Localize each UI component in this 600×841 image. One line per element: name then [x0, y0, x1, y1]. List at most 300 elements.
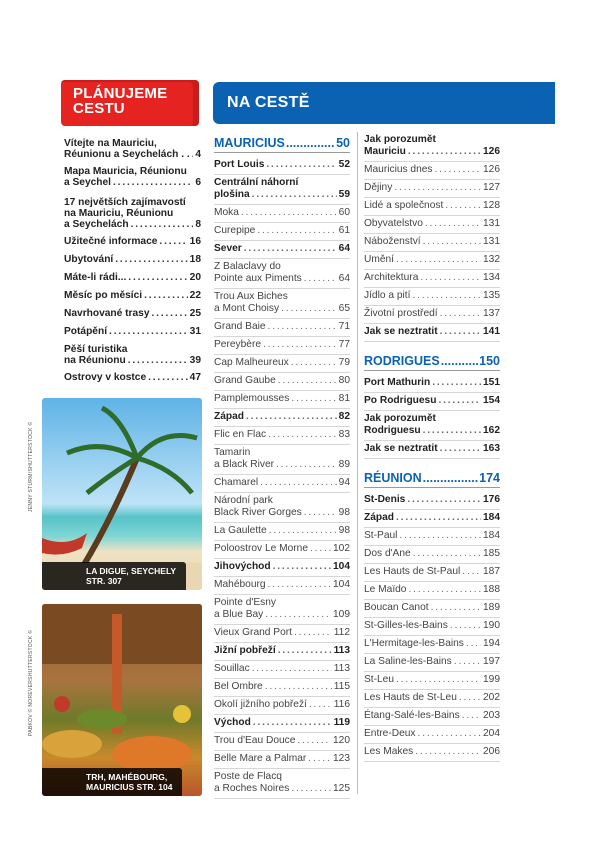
leader-dots [407, 494, 481, 506]
leader-dots [294, 627, 332, 639]
toc-entry-page: 94 [338, 477, 350, 488]
section-gap [364, 342, 500, 350]
toc-entry-label: Cap Malheureux [214, 357, 289, 368]
toc-entry-page: 184 [483, 530, 500, 541]
photo-la-digue [42, 398, 202, 590]
leader-dots [268, 579, 331, 591]
toc-entry[interactable] [364, 690, 500, 708]
toc-entry[interactable] [214, 373, 350, 391]
toc-entry-label: Západ [364, 512, 395, 523]
toc-chapter[interactable] [364, 375, 500, 393]
leader-dots [396, 674, 481, 686]
toc-entry-label: Trou Aux Biches [214, 291, 288, 302]
leader-dots [260, 477, 336, 489]
toc-entry[interactable] [364, 180, 500, 198]
toc-entry[interactable] [364, 252, 500, 270]
section-heading[interactable] [364, 354, 500, 371]
toc-entry[interactable] [214, 337, 350, 355]
toc-entry-label: Po Rodriguesu [364, 395, 437, 406]
plan-entry[interactable] [64, 290, 201, 301]
toc-entry[interactable] [364, 546, 500, 564]
photo-caption-line1: TRH, MAHÉBOURG, [86, 772, 168, 782]
plan-entry-label: a Seychel [64, 177, 112, 188]
leader-dots [278, 375, 337, 387]
plan-entry-page: 4 [195, 149, 201, 160]
leader-dots [425, 218, 481, 230]
section-heading-page: 150 [479, 354, 500, 368]
column-divider [357, 132, 358, 794]
toc-entry-label: Vieux Grand Port [214, 627, 292, 638]
plan-entry[interactable] [64, 272, 201, 283]
toc-entry-page: 187 [483, 566, 500, 577]
toc-chapter[interactable] [214, 157, 350, 175]
toc-entry-label: Národní park [214, 495, 273, 506]
section-gap [364, 459, 500, 467]
toc-entry-label: Trou d'Eau Douce [214, 735, 296, 746]
toc-entry[interactable] [364, 600, 500, 618]
leader-dots [413, 548, 481, 560]
leader-dots [454, 656, 481, 668]
toc-entry[interactable] [364, 708, 500, 726]
toc-entry[interactable] [364, 636, 500, 654]
plan-entry-label: na Réunionu [64, 355, 126, 366]
toc-entry[interactable] [214, 445, 350, 475]
toc-entry-page: 64 [338, 273, 350, 284]
leader-dots [462, 710, 481, 722]
toc-entry-label: a Mont Choisy [214, 303, 280, 314]
toc-entry-label: Souillac [214, 663, 250, 674]
toc-entry-label: Východ [214, 717, 251, 728]
leader-dots [423, 425, 481, 437]
toc-entry-page: 137 [483, 308, 500, 319]
toc-entry-page: 162 [483, 425, 500, 436]
photo-caption [42, 562, 186, 590]
plan-entry-page: 18 [189, 254, 201, 265]
plan-entry[interactable] [64, 236, 201, 247]
toc-entry-label: Belle Mare a Palmar [214, 753, 307, 764]
toc-entry-page: 113 [333, 645, 350, 656]
plan-entry-label: Réunionu a Seychelách . . [64, 149, 190, 160]
toc-entry[interactable] [214, 595, 350, 625]
plan-entry-label: Mapa Mauricia, Réunionu [64, 166, 187, 177]
leader-dots [273, 561, 331, 573]
toc-chapter[interactable] [364, 510, 500, 528]
plan-header-line1: PLÁNUJEME [73, 85, 168, 102]
leader-dots [263, 339, 337, 351]
leader-dots [257, 225, 336, 237]
leader-dots [304, 507, 337, 519]
plan-entry[interactable] [64, 138, 201, 160]
toc-entry[interactable] [364, 216, 500, 234]
leader-dots [396, 254, 481, 266]
plan-entry-label: Navrhované trasy [64, 308, 150, 319]
toc-entry[interactable] [214, 523, 350, 541]
toc-entry-page: 120 [333, 735, 350, 746]
toc-entry-page: 199 [483, 674, 500, 685]
toc-entry-page: 112 [333, 627, 350, 638]
toc-entry-page: 89 [338, 459, 350, 470]
toc-entry[interactable] [214, 391, 350, 409]
plan-entry[interactable] [64, 166, 201, 188]
plan-entry-label: 17 největších zajímavostí [64, 197, 186, 208]
photo-credit: JENNY STURM/SHUTTERSTOCK © [28, 421, 34, 512]
leader-dots [266, 159, 336, 171]
toc-entry-label: Poloostrov Le Morne [214, 543, 309, 554]
leader-dots [438, 395, 481, 407]
toc-entry[interactable] [214, 769, 350, 799]
toc-entry[interactable] [214, 259, 350, 289]
leader-dots [431, 602, 481, 614]
plan-entry-page: 31 [189, 326, 201, 337]
toc-entry-label: Les Makes [364, 746, 414, 757]
leader-dots [241, 207, 337, 219]
toc-entry-label: Pamplemousses [214, 393, 290, 404]
toc-entry-page: 79 [338, 357, 350, 368]
leader-dots [399, 530, 481, 542]
toc-entry-page: 82 [338, 411, 350, 422]
toc-entry-page: 71 [338, 321, 350, 332]
toc-entry[interactable] [214, 355, 350, 373]
toc-entry-label: Dos d'Ane [364, 548, 411, 559]
toc-entry[interactable] [364, 162, 500, 180]
toc-entry-page: 104 [333, 579, 350, 590]
toc-entry-page: 176 [483, 494, 500, 505]
photo-caption-line2: STR. 307 [86, 576, 122, 586]
toc-entry[interactable] [214, 751, 350, 769]
toc-chapter[interactable] [364, 324, 500, 342]
toc-entry-label: Mahébourg [214, 579, 266, 590]
toc-entry[interactable] [364, 270, 500, 288]
leader-dots [440, 443, 481, 455]
leader-dots [144, 290, 188, 301]
leader-dots [408, 146, 481, 158]
plan-header-line2: CESTU [73, 100, 125, 117]
leader-dots [128, 355, 188, 366]
toc-entry-label: Flic en Flac [214, 429, 267, 440]
leader-dots [265, 681, 332, 693]
toc-entry-label: Jak porozumět [364, 413, 436, 424]
toc-entry-page: 65 [338, 303, 350, 314]
toc-entry-page: 128 [483, 200, 500, 211]
plan-entry[interactable] [64, 254, 201, 265]
toc-entry-label: Centrální náhorní [214, 177, 299, 188]
toc-entry-page: 185 [483, 548, 500, 559]
toc-entry[interactable] [214, 319, 350, 337]
plan-entry-label: Ubytování [64, 254, 114, 265]
toc-entry-label: plošina [214, 189, 250, 200]
toc-entry-page: 77 [338, 339, 350, 350]
toc-entry[interactable] [214, 205, 350, 223]
toc-entry-label: Entre-Deux [364, 728, 416, 739]
toc-entry-page: 80 [338, 375, 350, 386]
toc-entry-label: St-Gilles-les-Bains [364, 620, 448, 631]
toc-entry[interactable] [364, 582, 500, 600]
toc-entry[interactable] [364, 198, 500, 216]
toc-entry-page: 190 [483, 620, 500, 631]
toc-column-rodrigues-reunion [364, 132, 500, 762]
plan-entry-label: a Seychelách [64, 219, 129, 230]
toc-chapter[interactable] [364, 393, 500, 411]
section-heading-label: RÉUNION [364, 471, 422, 485]
leader-dots [459, 692, 481, 704]
toc-entry-label: Architektura [364, 272, 419, 283]
toc-entry[interactable] [364, 234, 500, 252]
toc-entry[interactable] [364, 528, 500, 546]
toc-entry-label: Dějiny [364, 182, 393, 193]
plan-entry-page: 6 [195, 177, 201, 188]
toc-entry-label: Port Mathurin [364, 377, 431, 388]
toc-entry[interactable] [214, 679, 350, 697]
toc-entry[interactable] [214, 223, 350, 241]
plan-entry-page: 25 [189, 308, 201, 319]
toc-chapter[interactable] [214, 559, 350, 577]
toc-chapter[interactable] [214, 715, 350, 733]
toc-entry[interactable] [214, 493, 350, 523]
toc-entry-page: 98 [338, 507, 350, 518]
toc-entry-label: Les Hauts de St-Leu [364, 692, 457, 703]
toc-entry-label: Chamarel [214, 477, 259, 488]
toc-entry-label: Pereybère [214, 339, 262, 350]
toc-entry-page: 202 [483, 692, 500, 703]
leader-dots [420, 272, 481, 284]
section-heading-label: MAURICIUS [214, 136, 285, 150]
toc-entry[interactable] [214, 541, 350, 559]
plan-entry-label: na Mauriciu, Réunionu [64, 208, 174, 219]
toc-entry-label: Umění [364, 254, 395, 265]
toc-entry-page: 61 [338, 225, 350, 236]
toc-entry-label: Rodriguesu [364, 425, 421, 436]
toc-entry[interactable] [364, 726, 500, 744]
leader-dots [462, 566, 481, 578]
toc-entry-label: La Saline-les-Bains [364, 656, 452, 667]
toc-chapter[interactable] [364, 411, 500, 441]
toc-entry[interactable] [364, 564, 500, 582]
road-header [213, 82, 555, 124]
leader-dots [148, 372, 188, 383]
toc-entry-label: Okolí jižního pobřeží [214, 699, 307, 710]
toc-chapter[interactable] [214, 241, 350, 259]
plan-entry-label: Potápění [64, 326, 108, 337]
toc-chapter[interactable] [364, 492, 500, 510]
leader-dots [109, 326, 188, 337]
toc-entry-page: 119 [333, 717, 350, 728]
plan-entry[interactable] [64, 372, 201, 383]
toc-entry-label: St-Denis [364, 494, 406, 505]
toc-entry-label: a Black River [214, 459, 275, 470]
toc-entry-label: Náboženství [364, 236, 421, 247]
toc-entry[interactable] [364, 654, 500, 672]
plan-entry[interactable] [64, 326, 201, 337]
toc-entry-page: 104 [333, 561, 350, 572]
toc-entry-page: 131 [483, 218, 500, 229]
leader-dots [291, 783, 331, 795]
toc-chapter[interactable] [214, 409, 350, 427]
toc-entry-label: Z Balaclavy do [214, 261, 281, 272]
toc-entry-label: St-Leu [364, 674, 395, 685]
plan-header-title [73, 86, 167, 116]
leader-dots [252, 189, 337, 201]
section-heading-label: RODRIGUES [364, 354, 440, 368]
toc-entry-label: Boucan Canot [364, 602, 429, 613]
toc-entry-page: 126 [483, 164, 500, 175]
toc-entry-page: 113 [333, 663, 350, 674]
toc-entry-label: L'Hermitage-les-Bains [364, 638, 464, 649]
leader-dots [128, 272, 187, 283]
toc-entry-page: 123 [333, 753, 350, 764]
toc-entry-page: 115 [333, 681, 350, 692]
toc-entry-label: Étang-Salé-les-Bains [364, 710, 460, 721]
leader-dots [246, 411, 337, 423]
toc-entry[interactable] [214, 577, 350, 595]
toc-entry-page: 197 [483, 656, 500, 667]
leader-dots [252, 663, 332, 675]
plan-header [61, 80, 199, 126]
plan-entry[interactable] [64, 197, 201, 230]
toc-entry-page: 206 [483, 746, 500, 757]
photo-caption-line2: MAURICIUS STR. 104 [86, 782, 173, 792]
toc-entry[interactable] [364, 306, 500, 324]
toc-entry-page: 189 [483, 602, 500, 613]
plan-entry-page: 8 [195, 219, 201, 230]
leader-dots [253, 717, 332, 729]
toc-entry-label: Les Hauts de St-Paul [364, 566, 461, 577]
toc-entry[interactable] [214, 697, 350, 715]
toc-entry-page: 131 [483, 236, 500, 247]
leader-dots [445, 200, 481, 212]
section-heading[interactable] [214, 136, 350, 153]
toc-entry[interactable] [214, 733, 350, 751]
leader-dots [291, 393, 336, 405]
toc-entry-label: Curepipe [214, 225, 256, 236]
toc-entry-page: 127 [483, 182, 500, 193]
leader-dots [281, 303, 337, 315]
plan-entry-label: Ostrovy v kostce [64, 372, 147, 383]
leader-dots [286, 136, 335, 150]
toc-entry-label: Obyvatelstvo [364, 218, 423, 229]
toc-entry-page: 132 [483, 254, 500, 265]
toc-entry-label: Lidé a společnost [364, 200, 444, 211]
toc-entry-label: Jak se neztratit [364, 326, 438, 337]
leader-dots [412, 290, 481, 302]
toc-entry-page: 116 [333, 699, 350, 710]
toc-entry-page: 134 [483, 272, 500, 283]
toc-entry[interactable] [214, 625, 350, 643]
toc-entry-label: Jak porozumět [364, 134, 436, 145]
toc-entry-page: 135 [483, 290, 500, 301]
plan-entry-label: Máte-li rádi... [64, 272, 127, 283]
leader-dots [131, 219, 194, 230]
photo-caption-line1: LA DIGUE, SEYCHELY [86, 566, 177, 576]
toc-entry-page: 102 [333, 543, 350, 554]
toc-entry[interactable] [364, 744, 500, 762]
leader-dots [192, 149, 194, 160]
leader-dots [278, 645, 332, 657]
leader-dots [440, 308, 481, 320]
toc-entry-label: Jak se neztratit [364, 443, 438, 454]
leader-dots [450, 620, 481, 632]
leader-dots [309, 699, 332, 711]
toc-entry-page: 52 [338, 159, 350, 170]
leader-dots [310, 543, 331, 555]
section-heading[interactable] [364, 471, 500, 488]
leader-dots [269, 525, 337, 537]
toc-entry-page: 60 [338, 207, 350, 218]
toc-entry-label: Port Louis [214, 159, 265, 170]
plan-entry-label: Měsíc po měsíci [64, 290, 143, 301]
toc-entry-label: St-Paul [364, 530, 398, 541]
toc-entry-label: Jižní pobřeží [214, 645, 276, 656]
toc-entry[interactable] [214, 475, 350, 493]
leader-dots [423, 236, 481, 248]
toc-chapter[interactable] [214, 175, 350, 205]
toc-entry-page: 188 [483, 584, 500, 595]
section-heading-page: 174 [479, 471, 500, 485]
toc-entry-label: La Gaulette [214, 525, 267, 536]
toc-entry-page: 141 [483, 326, 500, 337]
toc-entry-label: Mauriciu [364, 146, 406, 157]
plan-entry-page: 16 [189, 236, 201, 247]
plan-entry-page: 20 [189, 272, 201, 283]
toc-entry-label: Le Maïdo [364, 584, 407, 595]
leader-dots [291, 357, 337, 369]
toc-entry-page: 81 [338, 393, 350, 404]
plan-entry-page: 47 [189, 372, 201, 383]
toc-entry-label: Mauricius dnes [364, 164, 433, 175]
leader-dots [440, 326, 481, 338]
toc-entry-label: Sever [214, 243, 242, 254]
leader-dots [415, 746, 481, 758]
toc-entry[interactable] [364, 672, 500, 690]
toc-chapter[interactable] [214, 643, 350, 661]
toc-entry-page: 194 [483, 638, 500, 649]
toc-entry-label: Pointe d'Esny [214, 597, 276, 608]
toc-entry-label: Tamarin [214, 447, 251, 458]
leader-dots [244, 243, 337, 255]
leader-dots [394, 182, 481, 194]
toc-entry-page: 126 [483, 146, 500, 157]
toc-entry-label: a Blue Bay [214, 609, 264, 620]
toc-entry[interactable] [364, 288, 500, 306]
toc-entry-page: 83 [338, 429, 350, 440]
toc-entry-page: 154 [483, 395, 500, 406]
toc-entry-page: 151 [483, 377, 500, 388]
leader-dots [466, 638, 481, 650]
leader-dots [308, 753, 331, 765]
toc-entry-label: Životní prostředí [364, 308, 438, 319]
road-header-title: NA CESTĚ [227, 94, 310, 111]
leader-dots [435, 164, 481, 176]
plan-entry[interactable] [64, 344, 201, 366]
leader-dots [159, 236, 187, 247]
toc-chapter[interactable] [364, 441, 500, 459]
toc-entry[interactable] [214, 427, 350, 445]
toc-entry[interactable] [214, 289, 350, 319]
toc-entry-label: Pointe aux Piments [214, 273, 302, 284]
toc-entry[interactable] [364, 618, 500, 636]
toc-chapter[interactable] [364, 132, 500, 162]
toc-entry-page: 163 [483, 443, 500, 454]
plan-entry-label: Pěší turistika [64, 344, 128, 355]
toc-entry[interactable] [214, 661, 350, 679]
plan-entry-page: 22 [189, 290, 201, 301]
leader-dots [304, 273, 337, 285]
toc-entry-label: Poste de Flacq [214, 771, 282, 782]
plan-entry[interactable] [64, 308, 201, 319]
toc-entry-label: Jihovýchod [214, 561, 271, 572]
toc-entry-page: 125 [333, 783, 350, 794]
leader-dots [418, 728, 481, 740]
toc-entry-label: Jídlo a pití [364, 290, 411, 301]
